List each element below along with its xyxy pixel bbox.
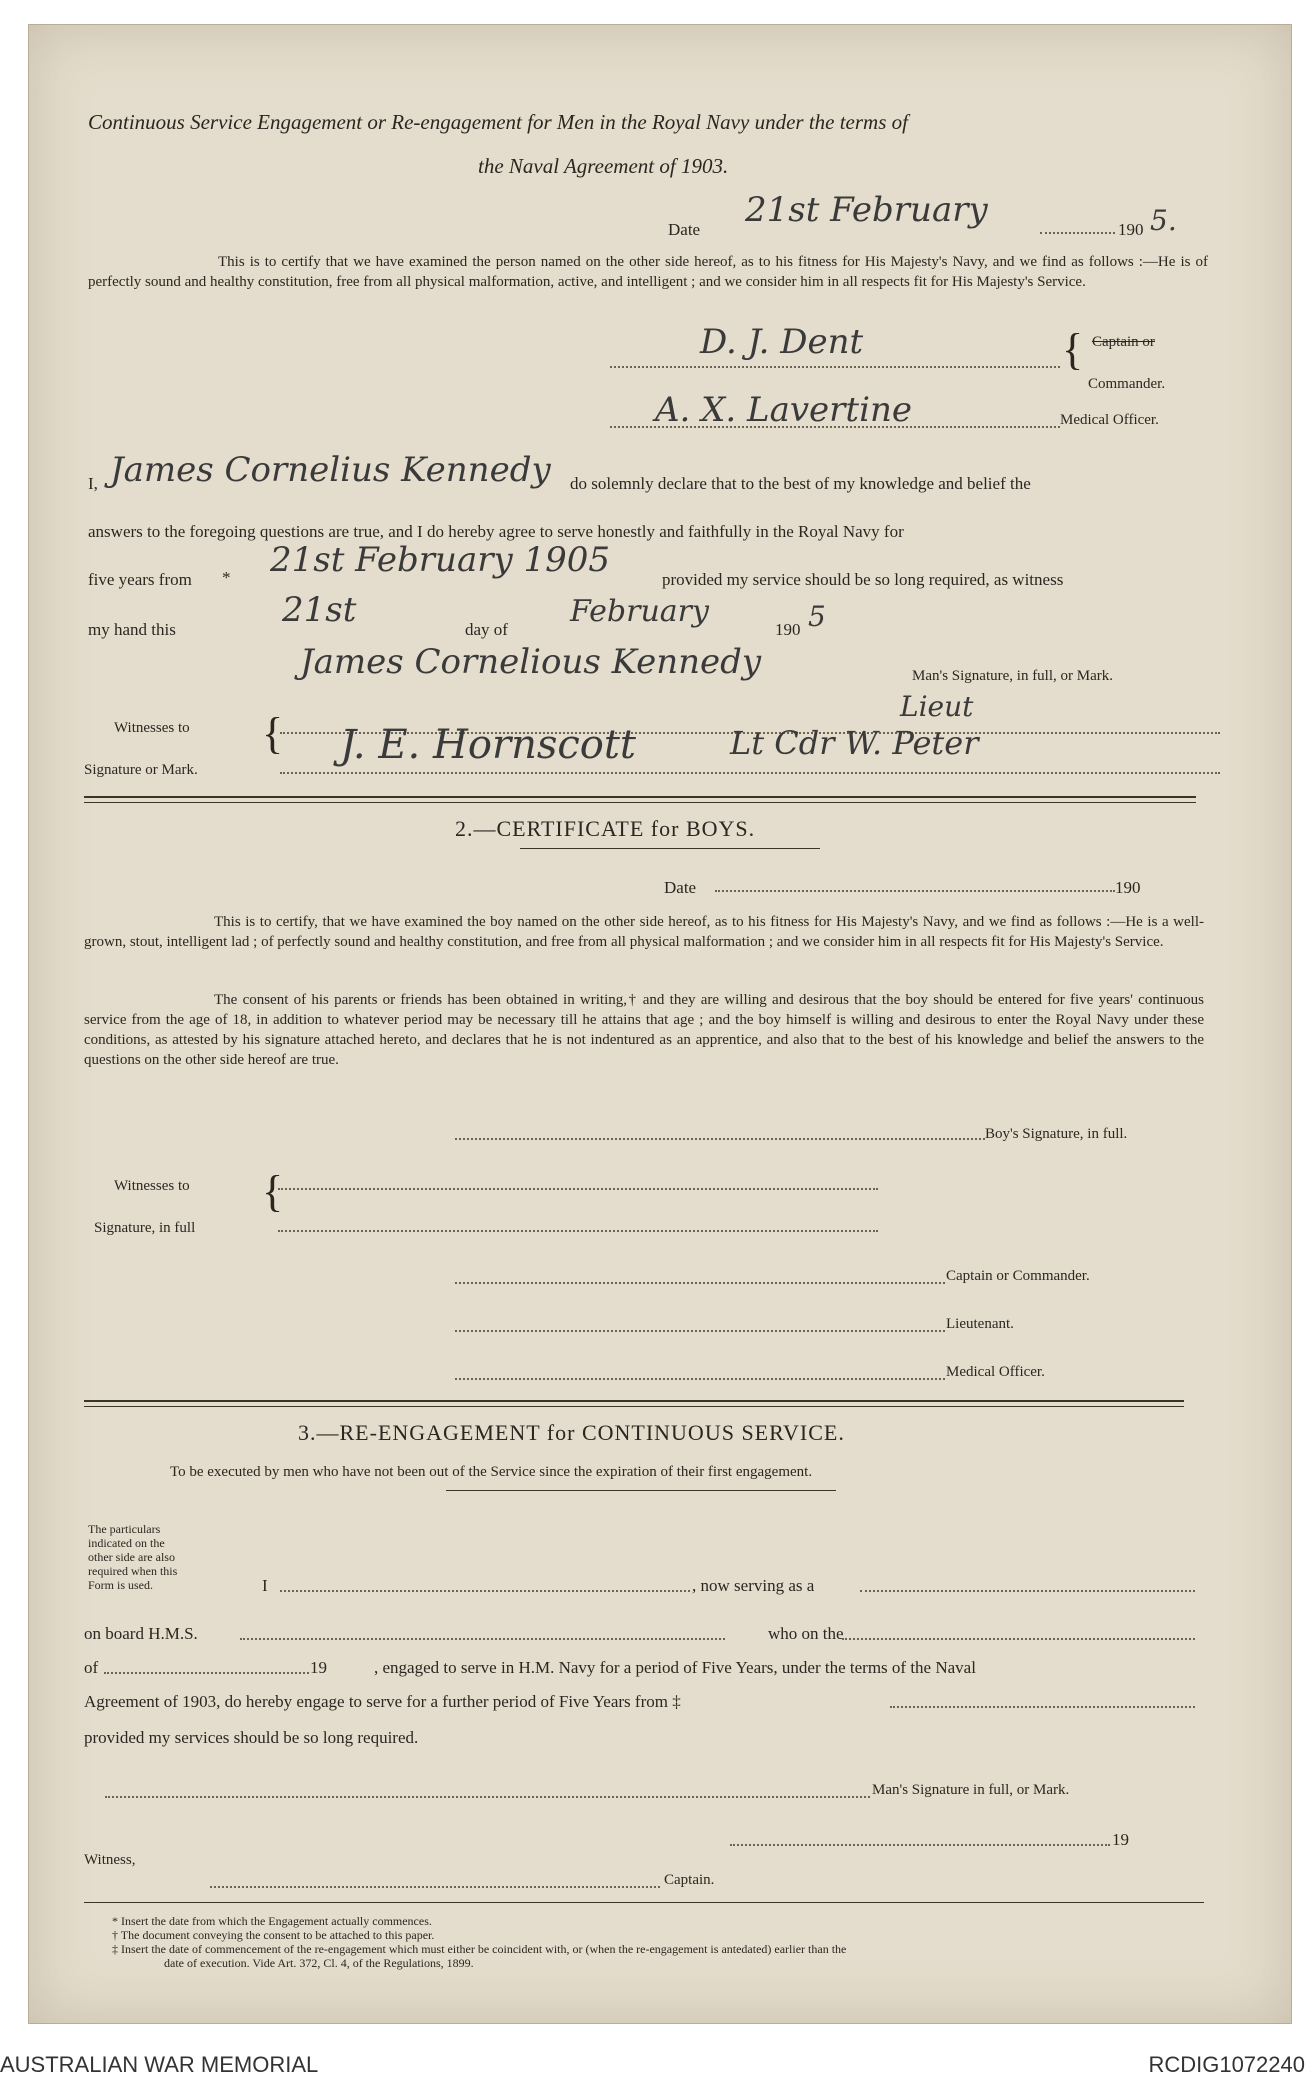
section2-witnesses-label: Witnesses to <box>114 1178 190 1194</box>
date-dotted-line <box>1040 232 1115 234</box>
footnote-3: ‡ Insert the date of commencement of the re-engagement which must either be coincident with, or (when the re-engagement is antedated) earlier than the <box>112 1942 847 1956</box>
declare-I: I, <box>88 474 98 493</box>
section3-captain-label: Captain. <box>664 1872 715 1888</box>
section3-witness-line <box>210 1886 660 1888</box>
section3-on-board: on board H.M.S. <box>84 1624 198 1643</box>
archive-caption-right: RCDIG1072240 <box>1148 2052 1305 2077</box>
section3-provided-text: provided my services should be so long required. <box>84 1728 419 1747</box>
section3-of-label: of <box>84 1658 99 1677</box>
section2-witness-line-1 <box>278 1188 878 1190</box>
section3-side-note-3: other side are also <box>88 1550 175 1564</box>
date-label: Date <box>668 220 701 239</box>
witness-line-2 <box>280 772 1220 774</box>
medical-officer-label: Medical Officer. <box>1060 412 1159 428</box>
footnote-rule <box>84 1902 1204 1903</box>
section3-I-label: I <box>262 1576 268 1595</box>
section3-from-line <box>890 1706 1195 1708</box>
witnesses-to-label: Witnesses to <box>114 720 190 736</box>
hand-this: my hand this <box>88 620 176 639</box>
service-from-date: 21st February 1905 <box>270 540 611 580</box>
section3-engaged-text: , engaged to serve in H.M. Navy for a period of Five Years, under the terms of the Naval <box>374 1658 976 1677</box>
witness-signature-2: Lieut <box>900 690 974 723</box>
section3-witness-label: Witness, <box>84 1852 136 1868</box>
section-divider-2b <box>84 1406 1184 1407</box>
section3-date-sig-line <box>730 1844 1110 1846</box>
section3-date-line <box>842 1638 1195 1640</box>
section3-nineteen: 19 <box>310 1658 327 1677</box>
section3-ship-line <box>240 1638 725 1640</box>
section2-heading: 2.—CERTIFICATE for BOYS. <box>455 816 756 841</box>
section3-name-line <box>280 1590 690 1592</box>
medical-signature: A. X. Lavertine <box>655 390 912 430</box>
section3-now-serving: , now serving as a <box>692 1576 815 1595</box>
section2-heading-underline <box>520 848 820 849</box>
witness-signature-3: Lt Cdr W. Peter <box>730 724 979 762</box>
section3-of-line <box>104 1672 309 1674</box>
signature-or-mark-label: Signature or Mark. <box>84 762 198 778</box>
section3-nineteen2: 19 <box>1112 1830 1129 1849</box>
section3-subheading-underline <box>446 1490 836 1491</box>
section2-lieutenant-label: Lieutenant. <box>946 1316 1014 1332</box>
day-of-label: day of <box>465 620 508 639</box>
boy-signature-label: Boy's Signature, in full. <box>985 1126 1128 1142</box>
date-year-printed: 190 <box>1118 220 1144 239</box>
section2-medical-label: Medical Officer. <box>946 1364 1045 1380</box>
commander-label: Commander. <box>1088 376 1166 392</box>
section2-witness-line-2 <box>278 1230 878 1232</box>
year2-printed: 190 <box>775 620 801 639</box>
provided-text: provided my service should be so long required, as witness <box>662 570 1064 589</box>
witness-brace: { <box>262 709 284 758</box>
date-year-handwritten: 5. <box>1150 204 1177 237</box>
section3-heading: 3.—RE-ENGAGEMENT for CONTINUOUS SERVICE. <box>298 1420 845 1445</box>
witness-signature-1: J. E. Hornscott <box>340 722 636 768</box>
section3-rating-line <box>860 1590 1195 1592</box>
captain-signature: D. J. Dent <box>700 322 864 362</box>
section3-side-note-1: The particulars <box>88 1522 161 1536</box>
section3-agreement-text: Agreement of 1903, do hereby engage to serve for a further period of Five Years from ‡ <box>84 1692 681 1711</box>
captain-label: Captain or <box>1092 334 1155 350</box>
section-divider-1b <box>84 802 1196 803</box>
asterisk-mark: * <box>222 568 231 587</box>
section3-who-on-the: who on the <box>768 1624 844 1643</box>
section3-man-signature-label: Man's Signature in full, or Mark. <box>872 1782 1070 1798</box>
footnote-2: † The document conveying the consent to be attached to this paper. <box>112 1928 435 1942</box>
captain-brace: { <box>1062 325 1084 374</box>
section3-side-note-4: required when this <box>88 1564 178 1578</box>
section2-date-label: Date <box>664 878 697 897</box>
date-handwritten: 21st February <box>745 190 988 230</box>
man-signature-label: Man's Signature, in full, or Mark. <box>912 668 1114 684</box>
footnote-1: * Insert the date from which the Engagement actually commences. <box>112 1914 432 1928</box>
five-years-from: five years from <box>88 570 192 589</box>
section3-side-note-5: Form is used. <box>88 1578 154 1592</box>
section2-para1: This is to certify, that we have examined the boy named on the other side hereof, as to his fitness for His Majesty's Navy, and we find as follows :—He is a well-grown, stout, intelligent lad ; of perfectly sound and healthy constitution, and free from all physical malformation ; and we consider him in all respects fit for His Majesty's Service. <box>84 914 1204 950</box>
archive-caption-left: AUSTRALIAN WAR MEMORIAL <box>0 2052 319 2077</box>
form-title-line2: the Naval Agreement of 1903. <box>478 154 729 178</box>
boy-signature-line <box>455 1138 985 1140</box>
year2-handwritten: 5 <box>808 600 826 633</box>
medical-signature-line <box>610 426 1060 428</box>
declare-text1: do solemnly declare that to the best of my knowledge and belief the <box>570 474 1031 493</box>
section2-date-line <box>715 890 1115 892</box>
section2-para2: The consent of his parents or friends has been obtained in writing,† and they are willing and desirous that the boy should be entered for five years' continuous service from the age of 18, in addition to whatever period may be necessary till he attains that age ; and the boy himself is willing and desirous to enter the Royal Navy under these conditions, as attested by his signature attached hereto, and declares that he is not indentured as an apprentice, and also that to the best of his knowledge and belief the answers to the questions on the other side hereof are true. <box>84 992 1204 1068</box>
footnote-4: date of execution. Vide Art. 372, Cl. 4, of the Regulations, 1899. <box>164 1956 474 1970</box>
section2-captain-line <box>455 1282 945 1284</box>
section3-side-note-2: indicated on the <box>88 1536 165 1550</box>
section2-lieutenant-line <box>455 1330 945 1332</box>
declarant-name: James Cornelius Kennedy <box>110 450 551 490</box>
day-handwritten: 21st <box>282 590 357 630</box>
section2-year: 190 <box>1115 878 1141 897</box>
section-divider-2a <box>84 1400 1184 1402</box>
section2-witness-brace: { <box>262 1167 284 1216</box>
form-title-line1: Continuous Service Engagement or Re-engagement for Men in the Royal Navy under the terms of <box>88 110 908 134</box>
captain-signature-line <box>610 366 1060 368</box>
declare-text2: answers to the foregoing questions are true, and I do hereby agree to serve honestly and faithfully in the Royal Navy for <box>88 522 904 541</box>
month-handwritten: February <box>570 594 709 629</box>
section3-man-signature-line <box>105 1796 870 1798</box>
section-divider-1a <box>84 796 1196 798</box>
section2-signature-full-label: Signature, in full <box>94 1220 196 1236</box>
section2-medical-line <box>455 1378 945 1380</box>
section2-captain-label: Captain or Commander. <box>946 1268 1090 1284</box>
section3-subheading: To be executed by men who have not been out of the Service since the expiration of their first engagement. <box>170 1464 813 1480</box>
man-signature-handwritten: James Cornelious Kennedy <box>300 642 762 682</box>
certificate-text: This is to certify that we have examined the person named on the other side hereof, as to his fitness for His Majesty's Navy, and we find as follows :—He is of perfectly sound and healthy constitution, free from all physical malformation, active, and intelligent ; and we consider him in all respects fit for His Majesty's Service. <box>88 254 1208 290</box>
